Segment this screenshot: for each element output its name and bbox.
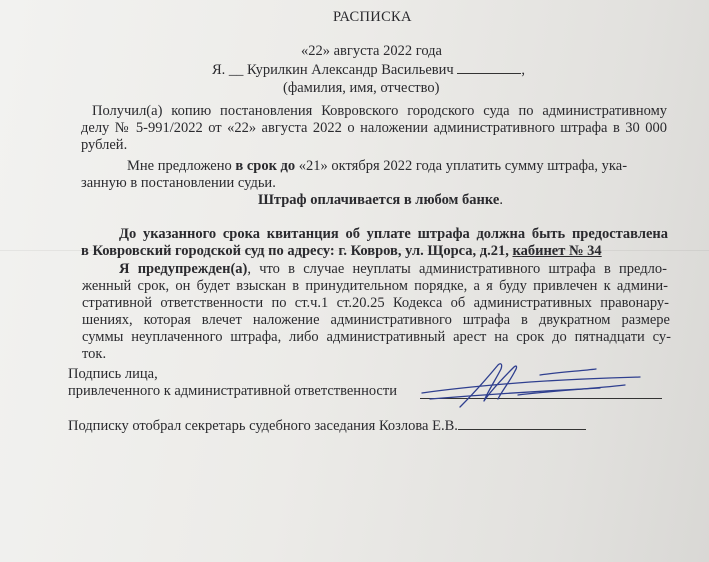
deadline-address: в Ковровский городской суд по адресу: г. Ковров, ул. Щорса, д.21, — [81, 243, 513, 259]
name-caption: (фамилия, имя, отчество) — [283, 80, 440, 96]
secretary-text: Подписку отобрал секретарь судебного заседания Козлова Е.В. — [68, 418, 458, 434]
para1-line-1: Получил(а) копию постановления Ковровского городского суда по административному — [92, 103, 667, 119]
signature-label-1: Подпись лица, — [68, 366, 158, 382]
office-number: кабинет № 34 — [512, 243, 602, 259]
deadline-line-2 — [81, 243, 602, 260]
handwritten-signature — [400, 355, 660, 415]
secretary-underline — [458, 417, 586, 430]
bank-note-bold: Штраф оплачивается в любом банке — [258, 192, 500, 208]
para2-start: Мне предложено — [127, 158, 236, 174]
warning-line-6: ток. — [82, 346, 107, 362]
signature-label-2: привлеченного к административной ответственности — [68, 383, 397, 399]
bank-note-end: . — [499, 192, 503, 208]
warning-line-5: суммы неуплаченного штрафа, либо административный арест на срок до пятнадцати су- — [82, 329, 671, 345]
secretary-line — [68, 417, 586, 435]
para2-line-2: занную в постановлении судьи. — [81, 175, 276, 191]
name-line — [212, 61, 525, 79]
name-suffix: , — [521, 62, 525, 78]
warning-line-1 — [119, 261, 667, 278]
warning-line-2: женный срок, он будет взыскан в принудительном порядке, а я буду привлечен к админи- — [82, 278, 668, 294]
deadline-line-1: До указанного срока квитанция об уплате штрафа должна быть предоставлена — [119, 226, 668, 242]
warning-rest: , что в случае неуплаты административного штрафа в предло- — [247, 261, 667, 277]
para1-line-3: рублей. — [81, 137, 128, 153]
para2-bold: в срок до — [235, 158, 296, 174]
para1-line-2: делу № 5-991/2022 от «22» августа 2022 о наложении административного штрафа в 30 000 — [81, 120, 667, 136]
name-text: Я. __ Курилкин Александр Васильевич — [212, 62, 458, 78]
bank-note — [258, 192, 503, 209]
warning-bold: Я предупрежден(а) — [119, 261, 248, 277]
para2-line-1 — [127, 158, 667, 175]
para2-end: «21» октября 2022 года уплатить сумму штрафа, ука- — [295, 158, 628, 174]
name-underline — [457, 61, 521, 74]
date-line: «22» августа 2022 года — [301, 43, 442, 59]
document-title: РАСПИСКА — [333, 9, 412, 25]
warning-line-4: шениях, которая влечет наложение административного штрафа в двукратном размере — [82, 312, 670, 328]
warning-line-3: стративной ответственности по ст.ч.1 ст.20.25 Кодекса об административных правонару- — [82, 295, 669, 311]
